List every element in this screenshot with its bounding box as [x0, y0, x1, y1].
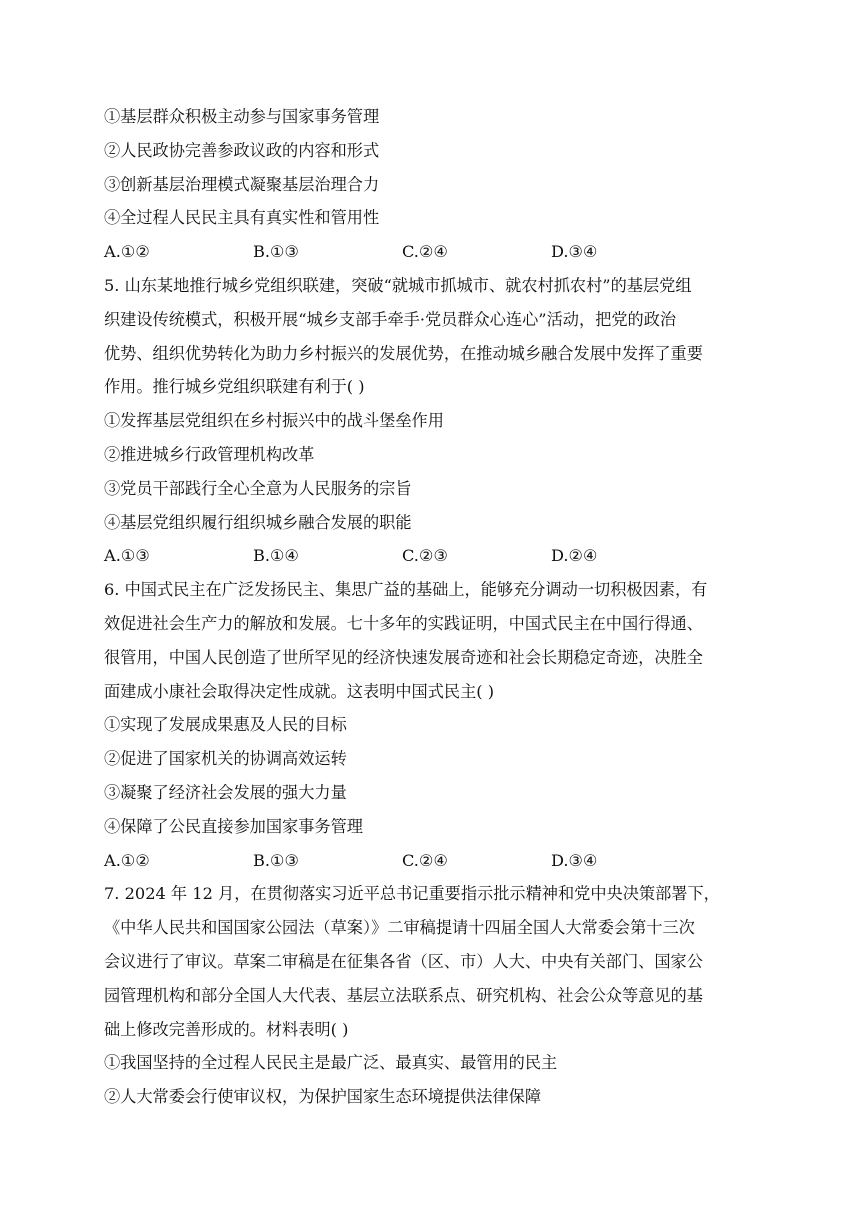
q4-item-4: ④全过程人民民主具有真实性和管用性	[104, 208, 380, 228]
q6-item-2: ②促进了国家机关的协调高效运转	[104, 749, 347, 769]
q6-stem-line-3: 很管用，中国人民创造了世所罕见的经济快速发展奇迹和社会长期稳定奇迹，决胜全	[104, 647, 703, 667]
q6-item-3: ③凝聚了经济社会发展的强大力量	[104, 782, 347, 802]
q5-stem-line-1: 5. 山东某地推行城乡党组织联建，突破“就城市抓城市、就农村抓农村”的基层党组	[104, 275, 692, 295]
q6-stem-line-4: 面建成小康社会取得决定性成就。这表明中国式民主( )	[104, 681, 495, 701]
q5-item-2: ②推进城乡行政管理机构改革	[104, 444, 315, 464]
q5-item-1: ①发挥基层党组织在乡村振兴中的战斗堡垒作用	[104, 411, 444, 431]
q4-item-1: ①基层群众积极主动参与国家事务管理	[104, 107, 380, 126]
q5-item-3: ③党员干部践行全心全意为人民服务的宗旨	[104, 478, 412, 498]
q7-stem-line-4: 园管理机构和部分全国人大代表、基层立法联系点、研究机构、社会公众等意见的基	[104, 985, 703, 1005]
q6-option-c: C.②④	[402, 850, 448, 870]
q5-stem-line-4: 作用。推行城乡党组织联建有利于( )	[104, 377, 365, 397]
q7-stem-line-2: 《中华人民共和国国家公园法（草案）》二审稿提请十四届全国人大常委会第十三次	[104, 918, 695, 938]
question-6-items	[104, 708, 754, 843]
question-5-stem	[104, 269, 754, 404]
q4-options	[104, 235, 754, 269]
q4-item-3: ③创新基层治理模式凝聚基层治理合力	[104, 174, 380, 194]
q4-option-b: B.①③	[253, 242, 300, 262]
q4-option-c: C.②④	[402, 242, 448, 262]
q6-item-4: ④保障了公民直接参加国家事务管理	[104, 816, 363, 836]
question-7-stem	[104, 877, 754, 1046]
q4-item-2: ②人民政协完善参政议政的内容和形式	[104, 140, 380, 160]
question-5-items	[104, 404, 754, 539]
q6-option-d: D.③④	[551, 850, 598, 870]
q5-option-a: A.①③	[104, 546, 150, 566]
question-4-items	[104, 100, 754, 235]
q5-options	[104, 539, 754, 573]
q5-option-b: B.①④	[253, 546, 300, 566]
q6-stem-line-1: 6. 中国式民主在广泛发扬民主、集思广益的基础上，能够充分调动一切积极因素，有	[104, 580, 708, 600]
q7-stem-line-5: 础上修改完善形成的。材料表明( )	[104, 1019, 349, 1039]
q5-stem-line-2: 织建设传统模式，积极开展“城乡支部手牵手·党员群众心连心”活动，把党的政治	[104, 309, 677, 329]
document-page	[104, 100, 754, 1114]
q6-stem-line-2: 效促进社会生产力的解放和发展。七十多年的实践证明，中国式民主在中国行得通、	[104, 613, 703, 633]
q6-option-b: B.①③	[253, 850, 300, 870]
question-7-items	[104, 1046, 754, 1114]
q7-item-1: ①我国坚持的全过程人民民主是最广泛、最真实、最管用的民主	[104, 1053, 558, 1073]
q7-stem-line-3: 会议进行了审议。草案二审稿是在征集各省（区、市）人大、中央有关部门、国家公	[104, 951, 703, 971]
q4-option-d: D.③④	[551, 242, 598, 262]
q6-option-a: A.①②	[104, 850, 150, 870]
q7-item-2: ②人大常委会行使审议权，为保护国家生态环境提供法律保障	[104, 1087, 542, 1107]
q6-options	[104, 844, 754, 878]
q5-stem-line-3: 优势、组织优势转化为助力乡村振兴的发展优势，在推动城乡融合发展中发挥了重要	[104, 343, 703, 363]
q7-stem-line-1: 7. 2024 年 12 月，在贯彻落实习近平总书记重要指示批示精神和党中央决策部署下，	[104, 884, 720, 904]
q6-item-1: ①实现了发展成果惠及人民的目标	[104, 715, 347, 735]
q5-option-d: D.②④	[551, 546, 598, 566]
question-6-stem	[104, 573, 754, 708]
q5-item-4: ④基层党组织履行组织城乡融合发展的职能	[104, 512, 412, 532]
q5-option-c: C.②③	[402, 546, 448, 566]
q4-option-a: A.①②	[104, 242, 150, 262]
